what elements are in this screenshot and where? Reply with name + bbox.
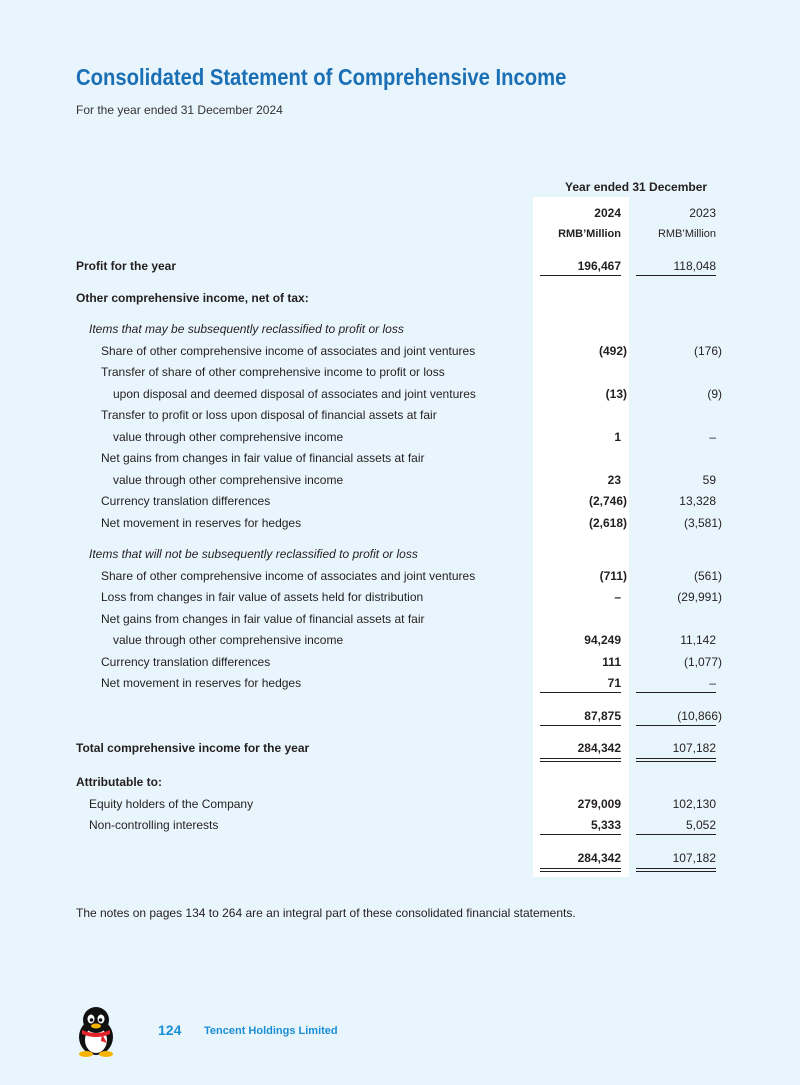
row-label: Transfer to profit or loss upon disposal of financial assets at fair — [101, 408, 437, 422]
row-label: Net gains from changes in fair value of financial assets at fair — [101, 612, 425, 626]
value-2023: 59 — [702, 473, 716, 487]
value-2024: 87,875 — [584, 709, 621, 723]
table-row — [0, 408, 800, 428]
value-2024: 5,333 — [590, 818, 621, 832]
row-label: Transfer of share of other comprehensive income to profit or loss — [101, 365, 445, 379]
table-row — [0, 494, 800, 514]
row-label: value through other comprehensive income — [113, 633, 344, 647]
row-oci-subtotal — [0, 709, 800, 729]
table-row — [0, 633, 800, 653]
company-name: Tencent Holdings Limited — [204, 1025, 338, 1037]
value-2024: (2,746) — [588, 494, 627, 508]
page-number: 124 — [158, 1022, 182, 1038]
rule — [636, 275, 716, 276]
row-label: Currency translation differences — [101, 655, 271, 669]
value-2023: 107,182 — [672, 851, 716, 865]
rule — [540, 834, 621, 835]
value-2023: 5,052 — [685, 818, 716, 832]
table-row — [0, 797, 800, 817]
row-label: Total comprehensive income for the year — [76, 741, 310, 755]
column-unit-2024: RMB’Million — [558, 228, 621, 240]
double-rule — [636, 758, 716, 762]
value-2023: – — [709, 430, 716, 444]
row-label: value through other comprehensive income — [113, 430, 344, 444]
value-2023: – — [709, 676, 716, 690]
double-rule — [540, 758, 621, 762]
row-label: Share of other comprehensive income of associates and joint ventures — [101, 569, 476, 583]
row-label: upon disposal and deemed disposal of associates and joint ventures — [113, 387, 476, 401]
value-2023: 11,142 — [680, 633, 716, 647]
row-label: Attributable to: — [76, 775, 162, 789]
value-2024: (711) — [599, 569, 627, 583]
value-2024: – — [614, 590, 621, 604]
row-label: Equity holders of the Company — [89, 797, 254, 811]
rule — [540, 725, 621, 726]
row-section-reclassified — [0, 322, 800, 342]
value-2024: 94,249 — [584, 633, 621, 647]
row-label: Net movement in reserves for hedges — [101, 516, 302, 530]
double-rule — [636, 868, 716, 872]
row-label: Currency translation differences — [101, 494, 271, 508]
value-2024: (2,618) — [588, 516, 627, 530]
value-2024: 23 — [607, 473, 621, 487]
value-2023: 13,328 — [679, 494, 716, 508]
table-row — [0, 451, 800, 471]
table-row — [0, 612, 800, 632]
row-label: Net gains from changes in fair value of financial assets at fair — [101, 451, 425, 465]
row-profit-for-year — [0, 259, 800, 279]
value-2023: (1,077) — [683, 655, 722, 669]
column-group-header: Year ended 31 December — [565, 180, 708, 194]
table-row — [0, 655, 800, 675]
row-label: Non-controlling interests — [89, 818, 219, 832]
table-row — [0, 387, 800, 407]
value-2024: (492) — [598, 344, 627, 358]
rule — [636, 725, 716, 726]
row-label: Net movement in reserves for hedges — [101, 676, 302, 690]
row-oci-heading — [0, 291, 800, 311]
table-row — [0, 473, 800, 493]
rule — [540, 275, 621, 276]
rule — [636, 834, 716, 835]
value-2024: (13) — [605, 387, 627, 401]
table-row — [0, 430, 800, 450]
table-row — [0, 676, 800, 696]
row-label: Share of other comprehensive income of associates and joint ventures — [101, 344, 476, 358]
row-section-not-reclassified — [0, 547, 800, 567]
row-label: Profit for the year — [76, 259, 177, 273]
row-label: value through other comprehensive income — [113, 473, 344, 487]
row-label: Items that may be subsequently reclassified to profit or loss — [89, 322, 404, 336]
footnote: The notes on pages 134 to 264 are an integral part of these consolidated financial statements. — [76, 906, 576, 920]
page-subtitle: For the year ended 31 December 2024 — [76, 103, 283, 117]
value-2024: 1 — [614, 430, 621, 444]
column-unit-2023: RMB’Million — [657, 228, 716, 240]
value-2024: 279,009 — [577, 797, 621, 811]
page-title: Consolidated Statement of Comprehensive Income — [76, 64, 567, 90]
value-2023: (561) — [693, 569, 722, 583]
value-2023: 102,130 — [672, 797, 716, 811]
rule — [540, 692, 621, 693]
table-row — [0, 516, 800, 536]
table-row — [0, 344, 800, 364]
row-attributable-heading — [0, 775, 800, 795]
row-label: Other comprehensive income, net of tax: — [76, 291, 309, 305]
table-row — [0, 365, 800, 385]
value-2024: 71 — [607, 676, 621, 690]
table-row — [0, 569, 800, 589]
table-row — [0, 590, 800, 610]
value-2023: (10,866) — [677, 709, 722, 723]
row-label: Items that will not be subsequently reclassified to profit or loss — [89, 547, 418, 561]
value-2024: 284,342 — [577, 851, 621, 865]
value-2023: (29,991) — [677, 590, 722, 604]
column-year-2024: 2024 — [594, 206, 621, 220]
rule — [636, 692, 716, 693]
value-2023: (176) — [693, 344, 722, 358]
value-2023: (3,581) — [683, 516, 722, 530]
row-label: Loss from changes in fair value of assets held for distribution — [101, 590, 424, 604]
value-2024: 284,342 — [577, 741, 621, 755]
column-year-2023: 2023 — [689, 206, 716, 220]
table-row — [0, 818, 800, 838]
value-2023: 107,182 — [672, 741, 716, 755]
value-2024: 111 — [602, 655, 621, 669]
penguin-logo-icon — [74, 1005, 118, 1057]
value-2023: (9) — [707, 387, 722, 401]
value-2023: 118,048 — [673, 259, 716, 273]
value-2024: 196,467 — [577, 259, 621, 273]
double-rule — [540, 868, 621, 872]
